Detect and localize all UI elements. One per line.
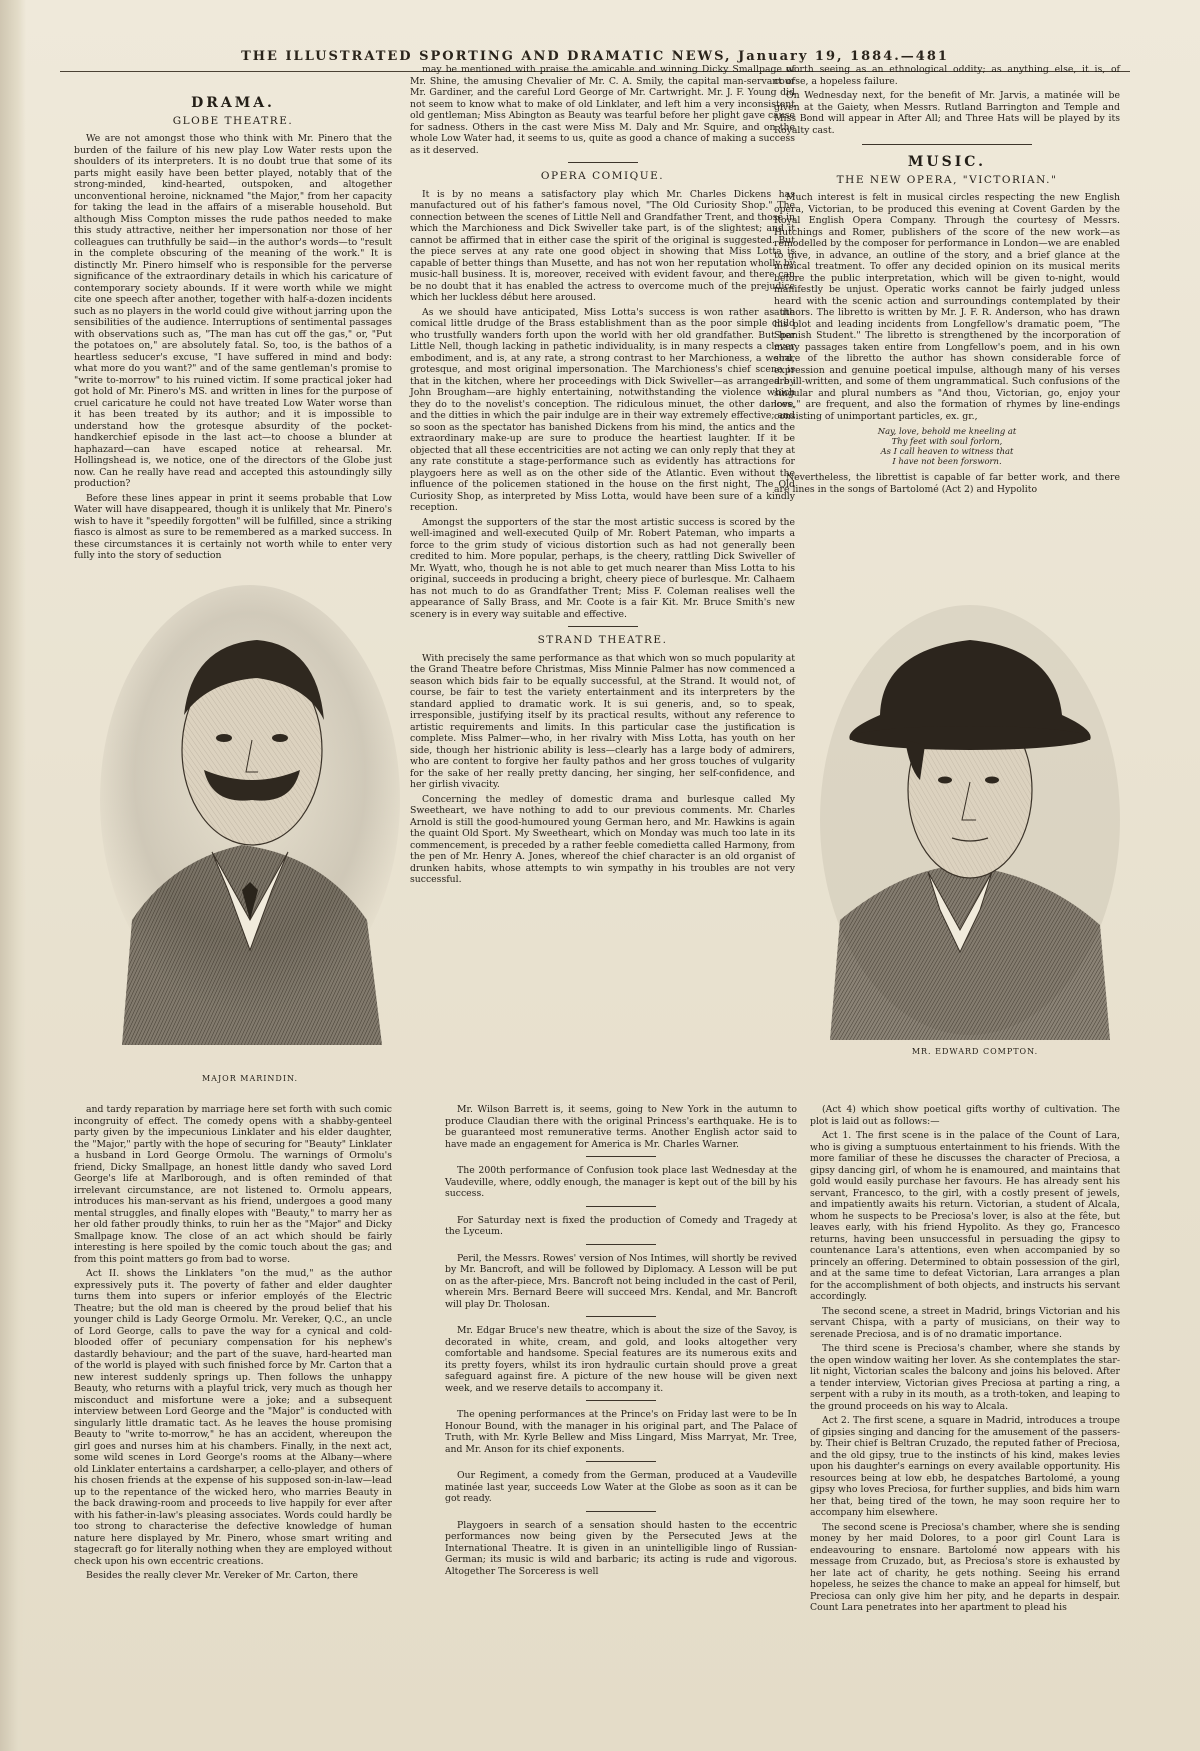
article-paragraph: Act 1. The first scene is in the palace of the Count of Lara, who is giving a sumptuous entertainment to his friends. With the more familiar of these he discusses the character of Preciosa, a gipsy dancing girl, of whom he is enamoured, and maintains that gold would easily purchase her favours. He has already sent his servant, Francesco, to the girl, with a costly present of jewels, and impatiently awaits his return. Victorian, a student of Alcala, whom he suspects to be Preciosa's lover, is also at the fête, but leaves early, with his friend Hypolito. As they go, Francesco returns, having been unsuccessful in persuading the gipsy to countenance Lara's attentions, even when accompanied by so princely an offering. Determined to obtain possession of the girl, and at the same time to defeat Victorian, Lara arranges a plan for the accomplishment of both objects, and instructs his servant accordingly.: [810, 1130, 1120, 1302]
strand-theatre-title: STRAND THEATRE.: [537, 634, 668, 646]
music-subtitle: THE NEW OPERA, "VICTORIAN.": [836, 173, 1058, 186]
news-note: Mr. Wilson Barrett is, it seems, going to New York in the autumn to produce Claudian there with the original Princess's earthquake. He is to be guaranteed most remunerative terms. Another English actor said to have made an engagement for America is Mr. Charles Warner.: [445, 1104, 797, 1150]
article-paragraph: The second scene, a street in Madrid, brings Victorian and his servant Chispa, with a party of musicians, on their way to serenade Preciosa, and is of no dramatic importance.: [810, 1305, 1120, 1340]
article-paragraph: The second scene is Preciosa's chamber, where she is sending money by her maid Dolores, to a poor girl Count Lara is endeavouring to ensnare. Bartolomé now appears with his message from Cruzado, but, as Preciosa's store is exhausted by her late act of charity, he gets nothing. Seeing his errand hopeless, he seizes the chance to make an appeal for himself, but Preciosa can only give him her pity, and he departs in despair. Count Lara penetrates into her apartment to plead his: [810, 1521, 1120, 1613]
article-paragraph: may be mentioned with praise the amicable and winning Dicky Smallpage of Mr. Shine, the amusing Chevalier of Mr. C. A. Smily, the capital man-servant of Mr. Gardiner, and the careful Lord George of Mr. Cartwright. Mr. J. F. Young did not seem to know what to make of old Linklater, and left him a very inconsistent old gentleman; Miss Abington as Beauty was tearful before her plight gave cause for sadness. Others in the cast were Miss M. Daly and Mr. Squire, and on the whole Low Water had, it seems to us, quite as good a chance of making a success as it deserved.: [410, 64, 795, 156]
verse-line: Thy feet with soul forlorn,: [891, 436, 1003, 446]
article-paragraph: and tardy reparation by marriage here set forth with such comic incongruity of effect. The comedy opens with a shabby-genteel party given by the impecunious Linklater and his elder daughter, the "Major," partly with the hope of securing for "Beauty" Linklater a husband in Lord George Ormolu. The warnings of Ormolu's friend, Dicky Smallpage, an honest little dandy who saved Lord George's life at Marlborough, and is often reminded of that irrelevant circumstance, are not listened to. Ormolu appears, introduces his man-servant as his friend, undergoes a good many mental struggles, and finally elopes with "Beauty," to marry her as her old father proudly thinks, to ruin her as the "Major" and Dicky Smallpage know. The close of an act which should be fairly interesting is here spoiled by the comic touch about the gas; and from this point matters go from bad to worse.: [74, 1104, 392, 1265]
article-paragraph: (Act 4) which show poetical gifts worthy of cultivation. The plot is laid out as follows:—: [810, 1104, 1120, 1127]
news-note: For Saturday next is fixed the production of Comedy and Tragedy at the Lyceum.: [445, 1214, 797, 1237]
article-paragraph: As we should have anticipated, Miss Lotta's success is won rather as the comical little drudge of the Brass establishment than as the poor simple child who trustfully wanders forth upon the world with her old grandfather. But her Little Nell, though lacking in pathetic individuality, is in many respects a clever embodiment, and is, at any rate, a strong contrast to her Marchioness, a weird, grotesque, and most original impersonation. The Marchioness's chief scene is that in the kitchen, where her proceedings with Dick Swiveller—as arranged by John Brougham—are highly entertaining, notwithstanding the violence which they do to the novelist's conception. The ridiculous minuet, the other dances, and the ditties in which the pair indulge are in their way extremely effective; and so soon as the spectator has banished Dickens from his mind, the antics and the extraordinary make-up are sure to produce the heartiest laughter. If it be objected that all these eccentricities are not acting we can only reply that they at any rate constitute a stage-performance such as evidently has attractions for playgoers here as well as on the other side of the Atlantic. Even without the influence of the policemen stationed in the house on the first night, The Old Curiosity Shop, as interpreted by Miss Lotta, would have been sure of a kindly reception.: [410, 306, 795, 513]
music-section-title: MUSIC.: [907, 154, 987, 170]
note-rule: [586, 1156, 656, 1157]
verse-quote: [774, 426, 1120, 466]
news-note: Our Regiment, a comedy from the German, produced at a Vaudeville matinée last year, succeeds Low Water at the Globe as soon as it can be got ready.: [445, 1470, 797, 1504]
article-paragraph: The third scene is Preciosa's chamber, where she stands by the open window waiting her lover. As she contemplates the star-lit night, Victorian scales the balcony and joins his beloved. After a tender interview, Victorian gives Preciosa at parting a ring, a serpent with a ruby in its mouth, as a troth-token, and leaping to the ground proceeds on his way to Alcala.: [810, 1343, 1120, 1412]
article-paragraph: It is by no means a satisfactory play which Mr. Charles Dickens has manufactured out of his father's famous novel, "The Old Curiosity Shop." The connection between the scenes of Little Nell and Grandfather Trent, and those in which the Marchioness and Dick Swiveller take part, is of the slightest; and it cannot be affirmed that in either case the spirit of the original is suggested. But the piece serves at any rate one good object in showing that Miss Lotta is capable of better things than Musette, and has not won her reputation wholly by music-hall business. It is, moreover, received with evident favour, and there can be no doubt that it has enabled the actress to overcome much of the prejudice which her luckless début here aroused.: [410, 188, 795, 303]
article-paragraph: Before these lines appear in print it seems probable that Low Water will have disappeared, though it is unlikely that Mr. Pinero's wish to have it "speedily forgotten" will be fulfilled, since a striking fiasco is almost as sure to be remembered as a marked success. In these circumstances it is certainly not worth while to enter very fully into the story of seduction: [74, 492, 392, 561]
section-rule: [568, 162, 638, 163]
article-paragraph: worth seeing as an ethnological oddity; as anything else, it is, of course, a hopeless failure.: [774, 64, 1120, 87]
column-2: [410, 64, 795, 1099]
masthead-text: THE ILLUSTRATED SPORTING AND DRAMATIC NEWS, January 19, 1884.—481: [241, 49, 949, 64]
note-rule: [586, 1244, 656, 1245]
article-paragraph: Amongst the supporters of the star the most artistic success is scored by the well-imagined and well-executed Quilp of Mr. Robert Pateman, who imparts a force to the grim study of vicious distortion such as had not generally been credited to him. More popular, perhaps, is the cheery, rattling Dick Swiveller of Mr. Wyatt, who, though he is not able to get much nearer than Miss Lotta to his original, succeeds in producing a bright, cheery piece of burlesque. Mr. Calhaem has not much to do as Grandfather Trent; Miss F. Coleman realises well the appearance of Sally Brass, and Mr. Coote is a fair Kit. Mr. Bruce Smith's new scenery is in every way suitable and effective.: [410, 516, 795, 620]
article-paragraph: Concerning the medley of domestic drama and burlesque called My Sweetheart, we have nothing to add to our previous comments. Mr. Charles Arnold is still the good-humoured young German hero, and Mr. Hawkins is again the quaint Old Sport. My Sweetheart, which on Monday was much too late in its commencement, is preceded by a rather feeble comedietta called Harmony, from the pen of Mr. Henry A. Jones, whereof the chief character is an old organist of drunken habits, whose attempts to win sympathy in his troubles are not very successful.: [410, 793, 795, 885]
news-note: Peril, the Messrs. Rowes' version of Nos Intimes, will shortly be revived by Mr. Bancroft, and will be followed by Diplomacy. A Lesson will be put on as the after-piece, Mrs. Bancroft not being included in the cast of Peril, wherein Mrs. Bernard Beere will succeed Mrs. Kendal, and Mr. Bancroft will play Dr. Tholosan.: [445, 1252, 797, 1310]
column-1-top: [74, 94, 392, 561]
article-paragraph: Act 2. The first scene, a square in Madrid, introduces a troupe of gipsies singing and dancing for the amusement of the passers-by. Their chief is Beltran Cruzado, the reputed father of Preciosa, and the old gipsy, true to the instincts of his kind, makes levies upon his daughter's earnings on every available opportunity. His resources being at low ebb, he despatches Bartolomé, a young gipsy who loves Preciosa, for further supplies, and bids him warn her that, being tired of the town, he may soon require her to accompany him elsewhere.: [810, 1415, 1120, 1518]
column-1-bottom: [74, 1104, 392, 1734]
drama-section-title: DRAMA.: [191, 95, 275, 111]
column-3-bottom: [810, 1104, 1120, 1734]
note-rule: [586, 1400, 656, 1401]
verse-line: I have not been forsworn.: [892, 456, 1002, 466]
column-2-bottom: [445, 1104, 797, 1734]
opera-comique-title: OPERA COMIQUE.: [540, 170, 665, 182]
article-paragraph: Act II. shows the Linklaters "on the mud," as the author expressively puts it. The poverty of father and elder daughter turns them into supers or inferior employés of the Electric Theatre; but the old man is cheered by the proud belief that his younger child is Lady George Ormolu. Mr. Vereker, Q.C., an uncle of Lord George, calls to pave the way for a cynical and cold-blooded offer of pecuniary compensation for his nephew's dastardly behaviour; and the part of the suave, hard-hearted man of the world is played with such finished force by Mr. Carton that a new interest suddenly springs up. Then follows the unhappy Beauty, who returns with a playful trick, very much as though her misconduct and misfortune were a joke; and a subsequent interview between Lord George and the "Major" is conducted with singularly little dramatic tact. As he leaves the house promising Beauty to "write to-morrow," he has an accident, whereupon the girl goes and nurses him at his chambers. Finally, in the next act, some wild scenes in Lord George's rooms at the Albany—where old Linklater entertains a cardsharper, a cello-player, and others of his chosen friends at the expense of his supposed son-in-law—lead up to the repentance of the wicked hero, who marries Beauty in the back drawing-room and proceeds to live happily for ever after with his father-in-law's pleasing associates. Words could hardly be too strong to characterise the defective knowledge of human nature here displayed by Mr. Pinero, whose smart writing and stagecraft go for literally nothing when they are employed without check upon his own eccentric creations.: [74, 1268, 392, 1567]
note-rule: [586, 1461, 656, 1462]
portrait-major-marindin: [92, 590, 407, 1045]
note-rule: [586, 1511, 656, 1512]
section-rule: [862, 144, 1032, 145]
article-paragraph: On Wednesday next, for the benefit of Mr. Jarvis, a matinée will be given at the Gaiety, when Messrs. Rutland Barrington and Temple and Miss Bond will appear in After All; and Three Hats will be played by its Royalty cast.: [774, 90, 1120, 136]
globe-theatre-title: GLOBE THEATRE.: [172, 114, 294, 127]
engraved-portrait-left: [92, 590, 407, 1045]
article-paragraph: We are not amongst those who think with Mr. Pinero that the burden of the failure of his new play Low Water rests upon the shoulders of its interpreters. It is no doubt true that some of its parts might easily have been better played, notably that of the strong-minded, kind-hearted, outspoken, and altogether unconventional heroine, nicknamed "the Major," from her capacity for taking the lead in the affairs of a miserable household. But although Miss Compton misses the rude pathos needed to make this study attractive, neither her impersonation nor those of her colleagues can truthfully be said—in the author's words—to "result in the complete obscuring of the meaning of the work." It is distinctly Mr. Pinero himself who is responsible for the perverse significance of the extraordinary details in which his caricature of contemporary society abounds. If it were worth while we might cite one speech after another, together with half-a-dozen incidents such as no players in the world could give without jarring upon the sensibilities of the audience. Interruptions of sentimental passages with observations such as, "The man has cut off the gas," or, "Put the potatoes on," are absolutely fatal. So, too, is the bathos of a heartless seducer's excuse, "I have suffered in mind and body: what more do you want?" and of the same gentleman's promise to "write to-morrow" to his ruined victim. If some practical joker had got hold of Mr. Pinero's MS. and written in lines for the purpose of cruel caricature he could not have treated Low Water worse than it has been treated by its author; and it is impossible to understand how the grotesque absurdity of the pocket-handkerchief episode in the last act—to choose a blunder at haphazard—can have escaped notice at rehearsal. Mr. Hollingshead is, we notice, one of the directors of the Globe just now. Can he really have read and accepted this astoundingly silly production?: [74, 133, 392, 489]
news-note: Mr. Edgar Bruce's new theatre, which is about the size of the Savoy, is decorated in white, cream, and gold, and looks altogether very comfortable and handsome. Special features are its numerous exits and its pretty foyers, whilst its iron hydraulic curtain should prove a great safeguard against fire. A picture of the new house will be given next week, and we reserve details to accompany it.: [445, 1325, 797, 1394]
caption-right: MR. EDWARD COMPTON.: [911, 1047, 1039, 1056]
article-paragraph: Besides the really clever Mr. Vereker of Mr. Carton, there: [86, 1570, 358, 1581]
masthead: [60, 49, 1130, 64]
verse-line: Nay, love, behold me kneeling at: [877, 426, 1017, 436]
article-paragraph: Nevertheless, the librettist is capable of far better work, and there are lines in the songs of Bartolomé (Act 2) and Hypolito: [774, 472, 1120, 495]
news-note: Playgoers in search of a sensation should hasten to the eccentric performances now being given by the Persecuted Jews at the International Theatre. It is given in an unintelligible lingo of Russian-German; its music is wild and barbaric; its acting is rude and vigorous. Altogether The Sorceress is well: [445, 1519, 797, 1577]
article-paragraph: With precisely the same performance as that which won so much popularity at the Grand Theatre before Christmas, Miss Minnie Palmer has now commenced a season which bids fair to be equally successful, at the Strand. It would not, of course, be fair to test the variety entertainment and its interpreters by the standard applied to dramatic work. It is sui generis, and, so to speak, irresponsible, justifying itself by its practical results, without any reference to artistic requirements and limits. In this particular case the justification is complete. Miss Palmer—who, in her rivalry with Miss Lotta, has youth on her side, though her histrionic ability is less—clearly has a large body of admirers, who are content to forgive her faulty pathos and her gross touches of vulgarity for the sake of her really pretty dancing, her singing, her self-confidence, and her girlish vivacity.: [410, 652, 795, 790]
article-paragraph: Much interest is felt in musical circles respecting the new English opera, Victorian, to be produced this evening at Covent Garden by the Royal English Opera Company. Through the courtesy of Messrs. Hutchings and Romer, publishers of the score of the new work—as remodelled by the composer for performance in London—we are enabled to give, in advance, an outline of the story, and a brief glance at the musical treatment. To offer any decided opinion on its musical merits before the public interpretation, which will be given to-night, would manifestly be unjust. Operatic works cannot be fairly judged unless heard with the scenic action and surroundings contemplated by their authors. The libretto is written by Mr. J. F. R. Anderson, who has drawn his plot and leading incidents from Longfellow's dramatic poem, "The Spanish Student." The libretto is strengthened by the incorporation of many passages taken entire from Longfellow's poem, and in his own share of the libretto the author has shown considerable force of expression and genuine poetical impulse, although many of his verses are ill-written, and some of them ungrammatical. Such confusions of the singular and plural numbers as "And thou, Victorian, go, enjoy your love," are frequent, and also the formation of rhymes by line-endings consisting of unimportant particles, ex. gr.,: [774, 192, 1120, 422]
news-note: The opening performances at the Prince's on Friday last were to be In Honour Bound, with the manager in his original part, and The Palace of Truth, with Mr. Kyrle Bellew and Miss Lingard, Miss Marryat, Mr. Tree, and Mr. Anson for its chief exponents.: [445, 1409, 797, 1455]
engraved-portrait-right: [810, 580, 1125, 1040]
portrait-edward-compton: [810, 580, 1125, 1040]
note-rule: [586, 1316, 656, 1317]
column-3-top: [774, 64, 1120, 544]
page-fold-shadow: [0, 0, 26, 1751]
section-rule: [568, 626, 638, 627]
caption-left: MAJOR MARINDIN.: [201, 1074, 299, 1083]
verse-line: As I call heaven to witness that: [880, 446, 1014, 456]
note-rule: [586, 1206, 656, 1207]
news-note: The 200th performance of Confusion took place last Wednesday at the Vaudeville, where, oddly enough, the manager is kept out of the bill by his success.: [445, 1165, 797, 1199]
